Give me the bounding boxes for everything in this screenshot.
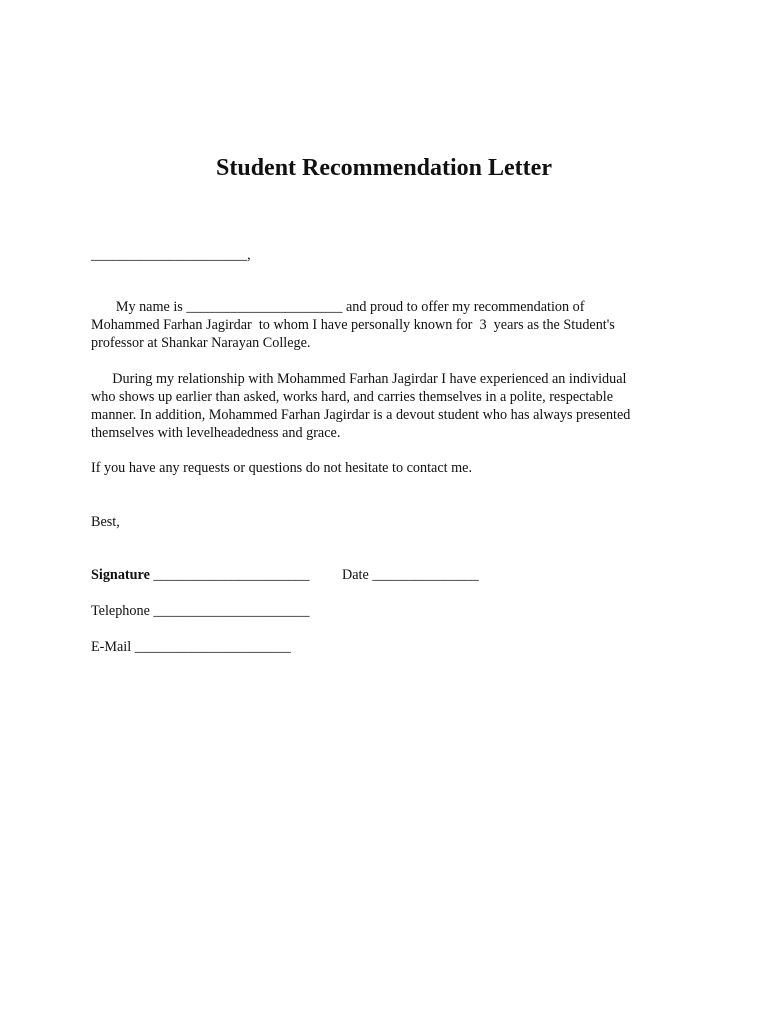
paragraph-2-line-1: During my relationship with Mohammed Farhan Jagirdar I have experienced an individual [91, 371, 627, 387]
signature-line [91, 566, 309, 584]
signature-blank: ______________________ [149, 567, 310, 583]
signature-label: Signature [91, 567, 150, 583]
paragraph-2-line-3: manner. In addition, Mohammed Farhan Jagirdar is a devout student who has always presented [91, 407, 631, 423]
date-blank: _______________ [368, 567, 479, 583]
paragraph-1-line-3: professor at Shankar Narayan College. [91, 335, 311, 351]
closing: Best, [91, 514, 120, 530]
date-label: Date [342, 567, 369, 583]
paragraph-2-line-2: who shows up earlier than asked, works hard, and carries themselves in a polite, respectable [91, 389, 614, 405]
paragraph-3: If you have any requests or questions do not hesitate to contact me. [91, 460, 472, 476]
email-line: E-Mail ______________________ [91, 639, 291, 655]
paragraph-1-line-1: My name is ______________________ and proud to offer my recommendation of [91, 299, 585, 315]
paragraph-1-line-2: Mohammed Farhan Jagirdar to whom I have personally known for 3 years as the Student's [91, 317, 615, 333]
telephone-line: Telephone ______________________ [91, 603, 310, 619]
letter-title: Student Recommendation Letter [216, 155, 552, 181]
paragraph-2-line-4: themselves with levelheadedness and grace. [91, 425, 341, 441]
date-line [342, 566, 479, 584]
salutation-line: ______________________, [91, 247, 251, 263]
